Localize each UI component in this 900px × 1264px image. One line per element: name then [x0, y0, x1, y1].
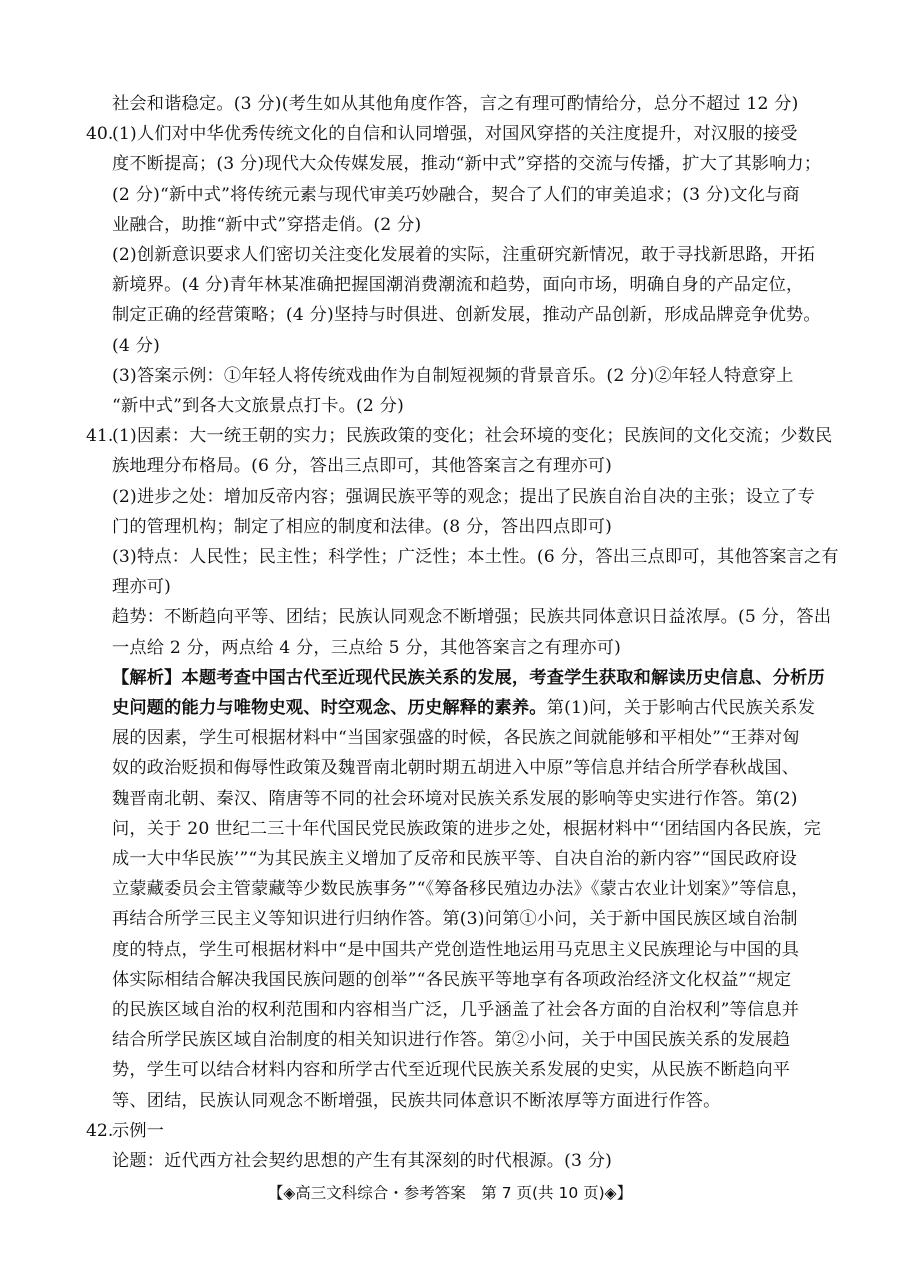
text-line: (2)创新意识要求人们密切关注变化发展着的实际，注重研究新情况，敢于寻找新思路，开拓	[112, 245, 816, 265]
text-line: 的民族区域自治的权利范围和内容相当广泛，几乎涵盖了社会各方面的自治权利”等信息并	[112, 1000, 800, 1020]
text-line: 趋势：不断趋向平等、团结；民族认同观念不断增强；民族共同体意识日益浓厚。(5 分，答出	[112, 607, 832, 628]
text-line: (2)进步之处：增加反帝内容；强调民族平等的观念；提出了民族自治自决的主张；设立了专	[112, 486, 816, 507]
text-line: 社会和谐稳定。(3 分)(考生如从其他角度作答，言之有理可酌情给分，总分不超过 12 分)	[112, 94, 799, 114]
text-line: 结合所学民族区域自治制度的相关知识进行作答。第②小问，关于中国民族关系的发展趋	[112, 1030, 791, 1051]
text-line: (3)答案示例：①年轻人将传统戏曲作为自制短视频的背景音乐。(2 分)②年轻人特意穿上	[112, 365, 794, 386]
analysis-bold-text: 史问题的能力与唯物史观、时空观念、历史解释的素养。	[112, 698, 547, 718]
text-line: 再结合所学三民主义等知识进行归纳作答。第(3)问第①小问，关于新中国民族区域自治制	[112, 909, 798, 930]
text-line: 族地理分布格局。(6 分，答出三点即可，其他答案言之有理亦可)	[112, 456, 613, 477]
text-line: 体实际相结合解决我国民族问题的创举”“各民族平等地享有各项政治经济文化权益”“规定	[112, 969, 792, 990]
analysis-normal-text: 第(1)问，关于影响古代民族关系发	[546, 698, 816, 718]
text-line: 成一大中华民族’”“为其民族主义增加了反帝和民族平等、自决自治的新内容”“国民政府设	[112, 849, 797, 869]
text-line: 立蒙藏委员会主管蒙藏等少数民族事务”“《筹备移民殖边办法》《蒙古农业计划案》”等信息，	[112, 879, 809, 900]
text-line: 魏晋南北朝、秦汉、隋唐等不同的社会环境对民族关系发展的影响等史实进行作答。第(2)	[112, 788, 798, 809]
text-line: 理亦可)	[112, 577, 172, 598]
analysis-heading-line: 【解析】本题考查中国古代至近现代民族关系的发展，考查学生获取和解读历史信息、分析历	[112, 667, 825, 688]
text-line: (3)特点：人民性；民主性；科学性；广泛性；本土性。(6 分，答出三点即可，其他答案言之有	[112, 547, 839, 567]
text-line: 门的管理机构；制定了相应的制度和法律。(8 分，答出四点即可)	[112, 516, 613, 537]
text-line: (1)人们对中华优秀传统文化的自信和认同增强，对国风穿搭的关注度提升，对汉服的接受	[112, 124, 798, 145]
text-line: 等、团结，民族认同观念不断增强，民族共同体意识不断浓厚等方面进行作答。	[112, 1090, 721, 1111]
text-line: 势，学生可以结合材料内容和所学古代至近现代民族关系发展的史实，从民族不断趋向平	[112, 1060, 791, 1081]
text-line: 奴的政治贬损和侮辱性政策及魏晋南北朝时期五胡进入中原”等信息并结合所学春秋战国、	[112, 758, 800, 779]
text-line: 展的因素，学生可根据材料中“当国家强盛的时候，各民族之间就能够和平相处”“王莽对匈	[112, 728, 800, 749]
text-line: 业融合，助推“新中式”穿搭走俏。(2 分)	[112, 214, 422, 235]
text-line: 度不断提高；(3 分)现代大众传媒发展，推动“新中式”穿搭的交流与传播，扩大了其影响力；	[112, 154, 822, 175]
question-number-41: 41.	[86, 426, 114, 447]
analysis-line	[112, 697, 815, 719]
text-line: 示例一	[112, 1120, 165, 1141]
text-line: “新中式”到各大文旅景点打卡。(2 分)	[112, 396, 405, 416]
question-number-40: 40.	[86, 124, 114, 145]
text-line: (1)因素：大一统王朝的实力；民族政策的变化；社会环境的变化；民族间的文化交流；少数民	[112, 426, 833, 447]
text-line: (4 分)	[112, 335, 160, 356]
text-line: 问，关于 20 世纪二三十年代国民党民族政策的进步之处，根据材料中“‘团结国内各民族，完	[112, 818, 821, 839]
page-footer: 【◈高三文科综合・参考答案 第 7 页(共 10 页)◈】	[267, 1184, 633, 1202]
text-line: 论题：近代西方社会契约思想的产生有其深刻的时代根源。(3 分)	[112, 1151, 613, 1171]
text-line: (2 分)“新中式”将传统元素与现代审美巧妙融合，契合了人们的审美追求；(3 分)文化与商	[112, 184, 800, 205]
text-line: 度的特点，学生可根据材料中“是中国共产党创造性地运用马克思主义民族理论与中国的具	[112, 939, 800, 960]
question-number-42: 42.	[86, 1120, 114, 1141]
text-line: 制定正确的经营策略；(4 分)坚持与时俱进、创新发展，推动产品创新，形成品牌竞争优势。	[112, 305, 821, 326]
text-line: 一点给 2 分，两点给 4 分，三点给 5 分，其他答案言之有理亦可)	[112, 637, 621, 658]
text-line: 新境界。(4 分)青年林某准确把握国潮消费潮流和趋势，面向市场，明确自身的产品定位，	[112, 275, 804, 296]
